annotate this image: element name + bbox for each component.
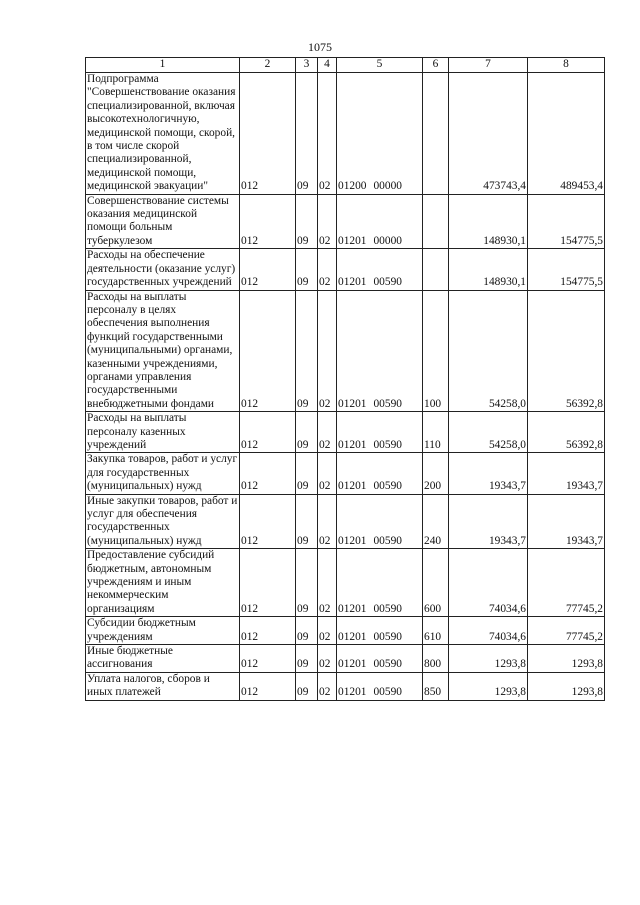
section-code: 09	[296, 290, 318, 412]
amount-col7: 74034,6	[449, 549, 528, 617]
table-row	[86, 249, 605, 290]
item-name: Иные закупки товаров, работ и услуг для обеспечения государственных (муниципальных) нужд	[86, 494, 240, 549]
target-article-part: 00590	[373, 658, 402, 671]
target-article-part: 00590	[373, 534, 402, 547]
target-article-part: 01201	[338, 630, 367, 643]
target-article-part: 00590	[373, 602, 402, 615]
header-cell: 5	[337, 58, 423, 73]
subsection-code: 02	[318, 645, 337, 673]
amount-col8: 77745,2	[528, 617, 605, 645]
target-article	[337, 672, 423, 700]
amount-col7: 1293,8	[449, 672, 528, 700]
target-article-part: 01201	[338, 658, 367, 671]
item-name: Закупка товаров, работ и услуг для государственных (муниципальных) нужд	[86, 453, 240, 494]
target-article-part: 00590	[373, 276, 402, 289]
target-article-part: 01201	[338, 480, 367, 493]
expense-type	[423, 249, 449, 290]
target-article	[337, 290, 423, 412]
subsection-code: 02	[318, 453, 337, 494]
amount-col8: 1293,8	[528, 645, 605, 673]
item-name: Расходы на обеспечение деятельности (оказание услуг) государственных учреждений	[86, 249, 240, 290]
table-row	[86, 194, 605, 249]
table-row	[86, 494, 605, 549]
amount-col8: 154775,5	[528, 194, 605, 249]
item-name: Расходы на выплаты персоналу в целях обеспечения выполнения функций государственными (муниципальными) органами, казенными учреждениями, органами управления государственными внебюджетными фондами	[86, 290, 240, 412]
amount-col8: 56392,8	[528, 290, 605, 412]
expense-type: 100	[423, 290, 449, 412]
target-article-part: 01200	[338, 180, 367, 193]
grbs-code: 012	[240, 412, 296, 453]
subsection-code: 02	[318, 672, 337, 700]
table-row	[86, 290, 605, 412]
header-cell: 3	[296, 58, 318, 73]
table-row	[86, 645, 605, 673]
subsection-code: 02	[318, 290, 337, 412]
target-article-part: 01201	[338, 602, 367, 615]
header-cell: 4	[318, 58, 337, 73]
expense-type: 610	[423, 617, 449, 645]
section-code: 09	[296, 412, 318, 453]
subsection-code: 02	[318, 494, 337, 549]
expense-type: 240	[423, 494, 449, 549]
subsection-code: 02	[318, 412, 337, 453]
target-article-part: 01201	[338, 276, 367, 289]
subsection-code: 02	[318, 194, 337, 249]
header-cell: 1	[86, 58, 240, 73]
item-name: Субсидии бюджетным учреждениям	[86, 617, 240, 645]
header-row	[86, 58, 605, 73]
section-code: 09	[296, 645, 318, 673]
amount-col8: 1293,8	[528, 672, 605, 700]
amount-col8: 19343,7	[528, 494, 605, 549]
amount-col7: 148930,1	[449, 249, 528, 290]
grbs-code: 012	[240, 494, 296, 549]
page-number: 1075	[308, 40, 332, 54]
amount-col7: 148930,1	[449, 194, 528, 249]
target-article	[337, 249, 423, 290]
header-cell: 6	[423, 58, 449, 73]
target-article-part: 01201	[338, 534, 367, 547]
amount-col8: 77745,2	[528, 549, 605, 617]
target-article-part: 00590	[373, 480, 402, 493]
target-article	[337, 412, 423, 453]
subsection-code: 02	[318, 549, 337, 617]
target-article-part: 00000	[373, 180, 402, 193]
item-name: Совершенствование системы оказания медицинской помощи больным туберкулезом	[86, 194, 240, 249]
section-code: 09	[296, 249, 318, 290]
grbs-code: 012	[240, 73, 296, 195]
table-row	[86, 73, 605, 195]
header-cell: 8	[528, 58, 605, 73]
header-cell: 7	[449, 58, 528, 73]
target-article	[337, 194, 423, 249]
subsection-code: 02	[318, 617, 337, 645]
target-article-part: 01201	[338, 438, 367, 451]
amount-col7: 473743,4	[449, 73, 528, 195]
amount-col7: 74034,6	[449, 617, 528, 645]
item-name: Уплата налогов, сборов и иных платежей	[86, 672, 240, 700]
header-cell: 2	[240, 58, 296, 73]
amount-col8: 56392,8	[528, 412, 605, 453]
target-article	[337, 73, 423, 195]
grbs-code: 012	[240, 645, 296, 673]
item-name: Подпрограмма "Совершенствование оказания специализированной, включая высокотехнологичную, медицинской помощи, скорой, в том числе скорой специализированной, медицинской помощи, медицинской эвакуации"	[86, 73, 240, 195]
amount-col8: 154775,5	[528, 249, 605, 290]
target-article-part: 01201	[338, 686, 367, 699]
amount-col7: 19343,7	[449, 453, 528, 494]
target-article-part: 00590	[373, 438, 402, 451]
table-row	[86, 617, 605, 645]
section-code: 09	[296, 494, 318, 549]
item-name: Расходы на выплаты персоналу казенных учреждений	[86, 412, 240, 453]
amount-col8: 489453,4	[528, 73, 605, 195]
target-article-part: 00590	[373, 686, 402, 699]
target-article	[337, 453, 423, 494]
expense-type: 800	[423, 645, 449, 673]
target-article	[337, 645, 423, 673]
grbs-code: 012	[240, 672, 296, 700]
expense-type	[423, 73, 449, 195]
amount-col7: 54258,0	[449, 290, 528, 412]
grbs-code: 012	[240, 194, 296, 249]
expense-type: 200	[423, 453, 449, 494]
amount-col7: 19343,7	[449, 494, 528, 549]
grbs-code: 012	[240, 249, 296, 290]
table-row	[86, 412, 605, 453]
section-code: 09	[296, 549, 318, 617]
target-article	[337, 617, 423, 645]
expense-type: 850	[423, 672, 449, 700]
target-article-part: 00590	[373, 397, 402, 410]
amount-col8: 19343,7	[528, 453, 605, 494]
target-article-part: 01201	[338, 234, 367, 247]
section-code: 09	[296, 194, 318, 249]
section-code: 09	[296, 73, 318, 195]
section-code: 09	[296, 672, 318, 700]
item-name: Иные бюджетные ассигнования	[86, 645, 240, 673]
target-article	[337, 549, 423, 617]
subsection-code: 02	[318, 249, 337, 290]
expense-type	[423, 194, 449, 249]
amount-col7: 1293,8	[449, 645, 528, 673]
expense-type: 600	[423, 549, 449, 617]
grbs-code: 012	[240, 290, 296, 412]
target-article-part: 01201	[338, 397, 367, 410]
section-code: 09	[296, 617, 318, 645]
grbs-code: 012	[240, 453, 296, 494]
budget-table	[85, 57, 605, 701]
target-article-part: 00000	[373, 234, 402, 247]
table-row	[86, 549, 605, 617]
subsection-code: 02	[318, 73, 337, 195]
table-row	[86, 453, 605, 494]
table-row	[86, 672, 605, 700]
section-code: 09	[296, 453, 318, 494]
target-article	[337, 494, 423, 549]
grbs-code: 012	[240, 549, 296, 617]
expense-type: 110	[423, 412, 449, 453]
grbs-code: 012	[240, 617, 296, 645]
target-article-part: 00590	[373, 630, 402, 643]
item-name: Предоставление субсидий бюджетным, автономным учреждениям и иным некоммерческим организациям	[86, 549, 240, 617]
amount-col7: 54258,0	[449, 412, 528, 453]
